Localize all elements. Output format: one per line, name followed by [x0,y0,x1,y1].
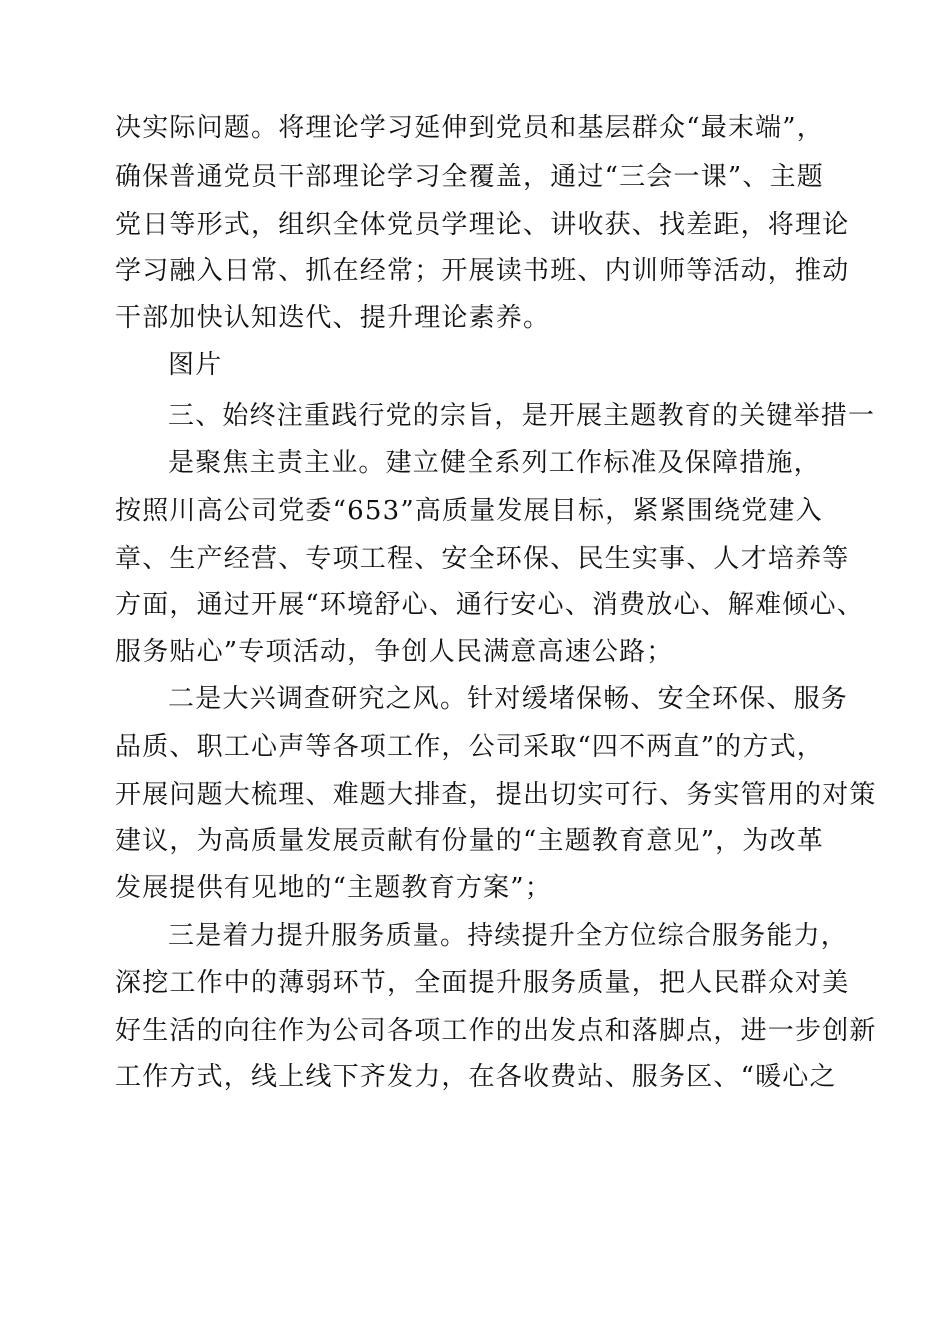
text-line: 章、生产经营、专项工程、安全环保、民生实事、人才培养等 [115,544,850,574]
text-line: 发展提供有见地的“主题教育方案”； [115,873,552,903]
text-line: 服务贴心”专项活动，争创人民满意高速公路； [115,637,674,667]
text-line: 是聚焦主责主业。建立健全系列工作标准及保障措施， [168,448,821,478]
text-line: 方面，通过开展“环境舒心、通行安心、消费放心、解难倾心、 [115,590,864,620]
text-line: 建议，为高质量发展贡献有份量的“主题教育意见”，为改革 [115,826,824,856]
text-line: 品质、职工心声等各项工作，公司采取“四不两直”的方式， [115,732,824,762]
text-line: 好生活的向往作为公司各项工作的出发点和落脚点，进一步创新 [115,1016,877,1046]
text-line: 开展问题大梳理、难题大排查，提出切实可行、务实管用的对策 [115,780,877,810]
image-placeholder-label: 图片 [168,350,223,380]
text-line: 确保普通党员干部理论学习全覆盖，通过“三会一课”、主题 [115,162,824,192]
text-line: 按照川高公司党委“653”高质量发展目标，紧紧围绕党建入 [115,496,823,526]
text-line: 深挖工作中的薄弱环节，全面提升服务质量，把人民群众对美 [115,968,850,998]
text-line: 党日等形式，组织全体党员学理论、讲收获、找差距，将理论 [115,210,850,240]
text-line: 决实际问题。将理论学习延伸到党员和基层群众“最末端”， [115,113,824,143]
text-line: 干部加快认知迭代、提升理论素养。 [115,303,551,333]
text-line: 工作方式，线上线下齐发力，在各收费站、服务区、“暖心之 [115,1062,837,1092]
text-line: 学习融入日常、抓在经常；开展读书班、内训师等活动，推动 [115,256,850,286]
section-heading: 三、始终注重践行党的宗旨，是开展主题教育的关键举措一 [168,401,876,431]
paragraph-start: 二是大兴调查研究之风。针对缓堵保畅、安全环保、服务 [168,684,849,714]
paragraph-start: 三是着力提升服务质量。持续提升全方位综合服务能力， [168,921,849,951]
